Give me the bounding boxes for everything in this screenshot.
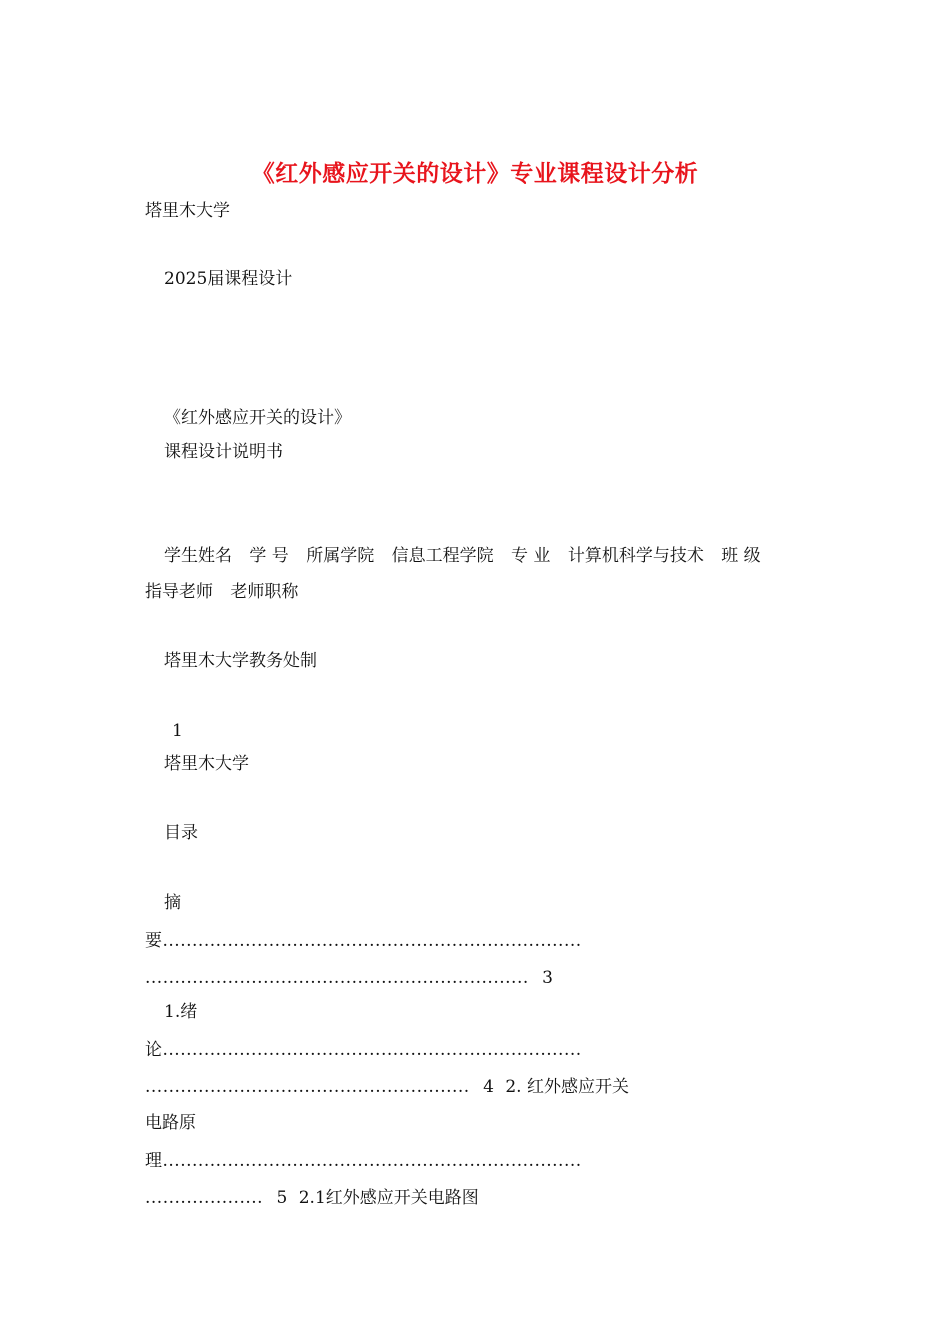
info-field: 信息工程学院 [391, 546, 494, 566]
toc-principle-dots: 理....................................................................... [145, 1151, 582, 1171]
toc-abstract-label: 摘 [164, 893, 181, 913]
manual-label: 课程设计说明书 [164, 442, 283, 462]
toc-dot-leader: .................... [145, 1188, 264, 1208]
document-title: 《红外感应开关的设计》专业课程设计分析 [251, 160, 699, 187]
toc-page-number: 4 [483, 1077, 494, 1097]
info-field: 班 级 [721, 546, 761, 566]
made-by: 塔里木大学教务处制 [164, 651, 317, 671]
toc-heading: 目录 [164, 823, 198, 843]
university-name: 塔里木大学 [145, 201, 230, 221]
toc-principle-dots-end [145, 1187, 810, 1209]
page-number: 1 [172, 721, 183, 741]
toc-principle-label: 2. 红外感应开关 [505, 1077, 629, 1097]
toc-page-number: 5 [276, 1188, 288, 1208]
toc-diagram-label: 2.1红外感应开关电路图 [298, 1188, 479, 1208]
info-field: 学 号 [249, 546, 289, 566]
toc-dot-leader: ................................................................. [145, 968, 529, 988]
info-field: 指导老师 [145, 582, 213, 602]
toc-abstract-dots-end [145, 967, 810, 989]
info-field: 老师职称 [230, 582, 299, 602]
project-title: 《红外感应开关的设计》 [164, 408, 351, 428]
info-fields-row [164, 545, 829, 567]
info-field: 专 业 [511, 546, 551, 566]
toc-abstract-dots: 要....................................................................... [145, 931, 582, 951]
toc-intro-dots-end [145, 1076, 810, 1098]
info-fields-row-2 [145, 581, 810, 603]
toc-intro-dots: 论....................................................................... [145, 1040, 582, 1060]
info-field: 所属学院 [306, 546, 375, 566]
header-university: 塔里木大学 [164, 754, 249, 774]
toc-intro-label: 1.绪 [164, 1002, 198, 1022]
year-course: 2025届课程设计 [164, 269, 293, 289]
toc-principle-label-2: 电路原 [145, 1113, 196, 1133]
info-field: 学生姓名 [164, 546, 232, 566]
toc-page-number: 3 [542, 968, 553, 988]
toc-dot-leader: ....................................................... [145, 1077, 470, 1097]
info-field: 计算机科学与技术 [567, 546, 704, 566]
